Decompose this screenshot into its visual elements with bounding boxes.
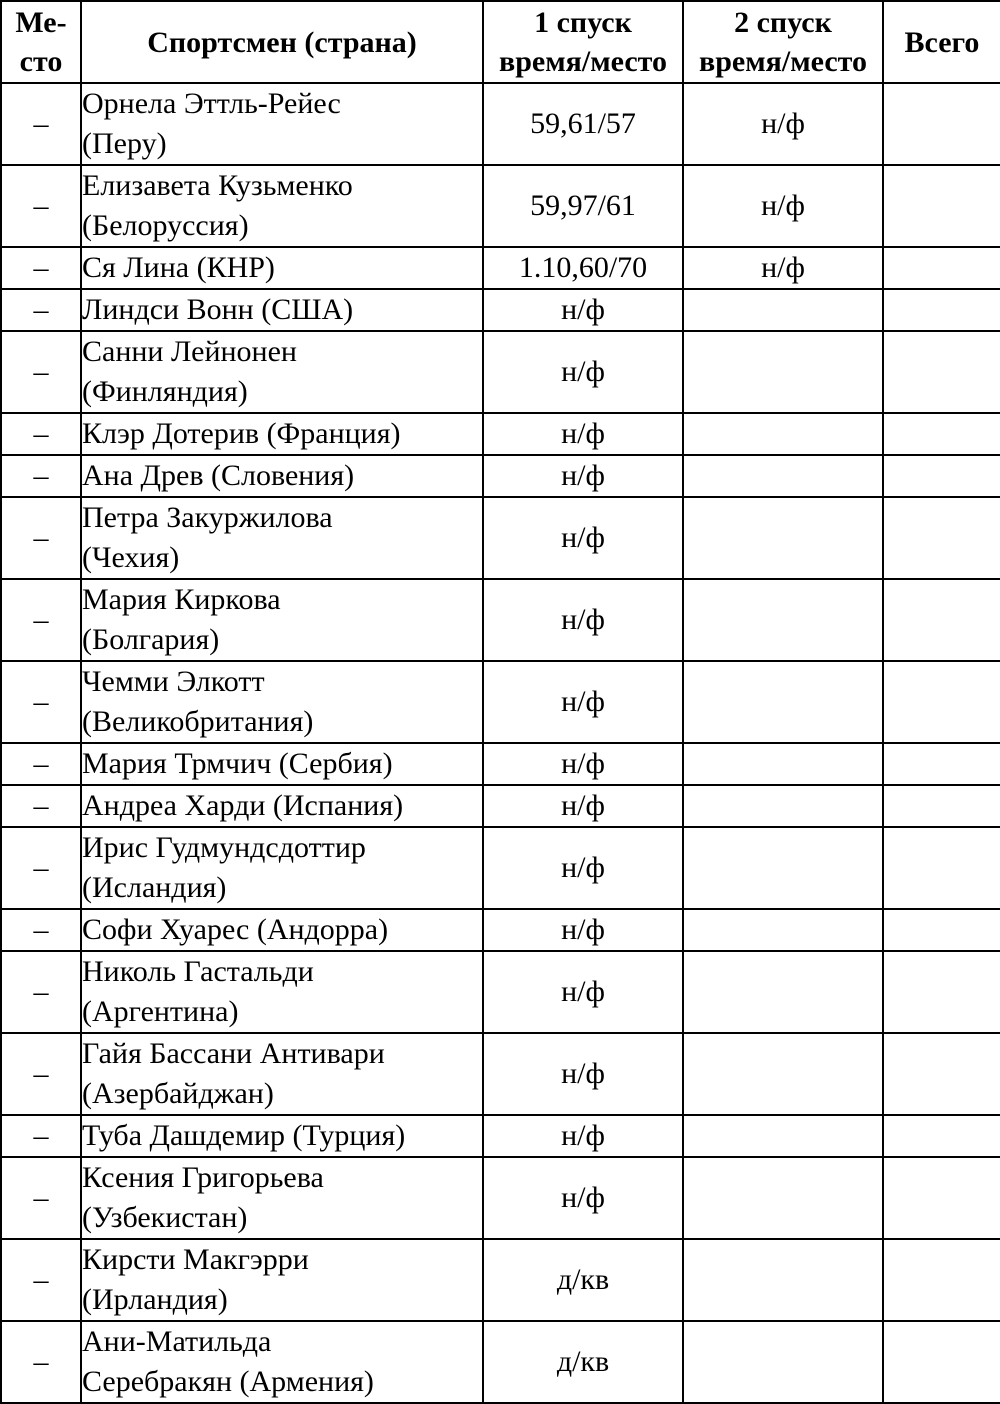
- athlete-name-line: Мария Киркова: [82, 583, 281, 616]
- run1-cell: н/ф: [483, 827, 683, 909]
- total-cell: [883, 661, 1000, 743]
- place-cell: –: [1, 1157, 81, 1239]
- athlete-cell: [81, 1321, 483, 1403]
- total-cell: [883, 331, 1000, 413]
- total-cell: [883, 743, 1000, 785]
- run1-cell: н/ф: [483, 743, 683, 785]
- run2-cell: [683, 289, 883, 331]
- athlete-name-line: Санни Лейнонен: [82, 335, 297, 368]
- run1-cell: 59,61/57: [483, 83, 683, 165]
- table-row: [1, 743, 1000, 785]
- table-row: [1, 1115, 1000, 1157]
- total-cell: [883, 413, 1000, 455]
- table-row: [1, 1321, 1000, 1403]
- athlete-name-line: (Ирландия): [82, 1283, 228, 1316]
- place-cell: –: [1, 743, 81, 785]
- run2-cell: [683, 827, 883, 909]
- athlete-cell: [81, 1239, 483, 1321]
- table-row: [1, 827, 1000, 909]
- table-row: [1, 331, 1000, 413]
- run1-cell: д/кв: [483, 1321, 683, 1403]
- run2-cell: [683, 1157, 883, 1239]
- athlete-name-line: Серебракян (Армения): [82, 1365, 374, 1398]
- run2-cell: [683, 1321, 883, 1403]
- total-cell: [883, 1033, 1000, 1115]
- athlete-cell: [81, 331, 483, 413]
- run1-cell: н/ф: [483, 455, 683, 497]
- total-cell: [883, 1157, 1000, 1239]
- table-row: [1, 83, 1000, 165]
- table-body: [1, 83, 1000, 1403]
- run1-cell: н/ф: [483, 909, 683, 951]
- athlete-cell: [81, 827, 483, 909]
- total-cell: [883, 1115, 1000, 1157]
- run2-cell: н/ф: [683, 83, 883, 165]
- athlete-name-line: (Болгария): [82, 623, 220, 656]
- run2-cell: н/ф: [683, 165, 883, 247]
- athlete-name-line: Петра Закуржилова: [82, 501, 333, 534]
- athlete-name-line: Линдси Вонн (США): [82, 293, 354, 326]
- athlete-name-line: (Финляндия): [82, 375, 248, 408]
- run2-cell: [683, 1115, 883, 1157]
- total-cell: [883, 497, 1000, 579]
- athlete-cell: [81, 909, 483, 951]
- place-cell: –: [1, 497, 81, 579]
- run2-cell: [683, 497, 883, 579]
- table-row: [1, 1157, 1000, 1239]
- total-cell: [883, 579, 1000, 661]
- athlete-name-line: Клэр Дотерив (Франция): [82, 417, 401, 450]
- athlete-name-line: (Исландия): [82, 871, 227, 904]
- athlete-name-line: (Великобритания): [82, 705, 314, 738]
- place-cell: –: [1, 1321, 81, 1403]
- place-cell: –: [1, 413, 81, 455]
- place-cell: –: [1, 165, 81, 247]
- run1-cell: н/ф: [483, 289, 683, 331]
- header-place: Ме- сто: [1, 1, 81, 83]
- place-cell: –: [1, 827, 81, 909]
- athlete-name-line: (Белоруссия): [82, 209, 249, 242]
- athlete-cell: [81, 1157, 483, 1239]
- run2-cell: [683, 1239, 883, 1321]
- table-row: [1, 497, 1000, 579]
- table-row: [1, 455, 1000, 497]
- athlete-cell: [81, 951, 483, 1033]
- athlete-cell: [81, 1115, 483, 1157]
- run2-cell: [683, 413, 883, 455]
- athlete-cell: [81, 83, 483, 165]
- total-cell: [883, 247, 1000, 289]
- table-row: [1, 1033, 1000, 1115]
- run1-cell: н/ф: [483, 1115, 683, 1157]
- athlete-name-line: (Перу): [82, 127, 167, 160]
- athlete-name-line: Чемми Элкотт: [82, 665, 265, 698]
- table-row: [1, 247, 1000, 289]
- table-row: [1, 579, 1000, 661]
- run1-cell: н/ф: [483, 497, 683, 579]
- athlete-name-line: Софи Хуарес (Андорра): [82, 913, 389, 946]
- place-cell: –: [1, 1239, 81, 1321]
- run2-cell: [683, 743, 883, 785]
- place-cell: –: [1, 83, 81, 165]
- total-cell: [883, 165, 1000, 247]
- place-cell: –: [1, 661, 81, 743]
- athlete-name-line: Ана Древ (Словения): [82, 459, 355, 492]
- table-row: [1, 1239, 1000, 1321]
- total-cell: [883, 83, 1000, 165]
- table-row: [1, 661, 1000, 743]
- athlete-name-line: (Азербайджан): [82, 1077, 274, 1110]
- run2-cell: [683, 331, 883, 413]
- athlete-cell: [81, 289, 483, 331]
- athlete-name-line: (Узбекистан): [82, 1201, 248, 1234]
- athlete-cell: [81, 497, 483, 579]
- total-cell: [883, 827, 1000, 909]
- table-row: [1, 951, 1000, 1033]
- place-cell: –: [1, 951, 81, 1033]
- athlete-cell: [81, 455, 483, 497]
- place-cell: –: [1, 455, 81, 497]
- athlete-name-line: Туба Дашдемир (Турция): [82, 1119, 406, 1152]
- place-cell: –: [1, 579, 81, 661]
- header-run2: 2 спуск время/место: [683, 1, 883, 83]
- athlete-name-line: Николь Гастальди: [82, 955, 314, 988]
- athlete-cell: [81, 743, 483, 785]
- athlete-cell: [81, 785, 483, 827]
- athlete-name-line: (Чехия): [82, 541, 180, 574]
- total-cell: [883, 1321, 1000, 1403]
- athlete-name-line: Андреа Харди (Испания): [82, 789, 404, 822]
- run2-cell: [683, 951, 883, 1033]
- table-row: [1, 289, 1000, 331]
- athlete-name-line: Орнела Эттль-Рейес: [82, 87, 341, 120]
- run2-cell: н/ф: [683, 247, 883, 289]
- place-cell: –: [1, 1033, 81, 1115]
- athlete-cell: [81, 661, 483, 743]
- athlete-name-line: Мария Трмчич (Сербия): [82, 747, 393, 780]
- total-cell: [883, 785, 1000, 827]
- run2-cell: [683, 455, 883, 497]
- athlete-name-line: Гайя Бассани Антивари: [82, 1037, 385, 1070]
- run1-cell: д/кв: [483, 1239, 683, 1321]
- header-athlete: Спортсмен (страна): [81, 1, 483, 83]
- run1-cell: н/ф: [483, 331, 683, 413]
- place-cell: –: [1, 785, 81, 827]
- athlete-cell: [81, 165, 483, 247]
- header-run1: 1 спуск время/место: [483, 1, 683, 83]
- total-cell: [883, 951, 1000, 1033]
- athlete-name-line: Ксения Григорьева: [82, 1161, 324, 1194]
- table-row: [1, 165, 1000, 247]
- run1-cell: н/ф: [483, 951, 683, 1033]
- place-cell: –: [1, 247, 81, 289]
- place-cell: –: [1, 331, 81, 413]
- run2-cell: [683, 579, 883, 661]
- header-total: Всего: [883, 1, 1000, 83]
- place-cell: –: [1, 1115, 81, 1157]
- athlete-name-line: Кирсти Макгэрри: [82, 1243, 309, 1276]
- place-cell: –: [1, 289, 81, 331]
- place-cell: –: [1, 909, 81, 951]
- total-cell: [883, 909, 1000, 951]
- run1-cell: н/ф: [483, 1033, 683, 1115]
- athlete-name-line: Ся Лина (КНР): [82, 251, 275, 284]
- athlete-name-line: Елизавета Кузьменко: [82, 169, 353, 202]
- table-row: [1, 785, 1000, 827]
- total-cell: [883, 455, 1000, 497]
- total-cell: [883, 289, 1000, 331]
- run1-cell: 59,97/61: [483, 165, 683, 247]
- run2-cell: [683, 909, 883, 951]
- athlete-cell: [81, 247, 483, 289]
- athlete-name-line: Ирис Гудмундсдоттир: [82, 831, 366, 864]
- run1-cell: н/ф: [483, 1157, 683, 1239]
- run2-cell: [683, 785, 883, 827]
- total-cell: [883, 1239, 1000, 1321]
- athlete-name-line: (Аргентина): [82, 995, 239, 1028]
- table-row: [1, 909, 1000, 951]
- athlete-cell: [81, 413, 483, 455]
- athlete-cell: [81, 579, 483, 661]
- run1-cell: н/ф: [483, 579, 683, 661]
- header-row: [1, 1, 1000, 83]
- athlete-cell: [81, 1033, 483, 1115]
- run1-cell: н/ф: [483, 785, 683, 827]
- run2-cell: [683, 1033, 883, 1115]
- run1-cell: н/ф: [483, 661, 683, 743]
- run1-cell: н/ф: [483, 413, 683, 455]
- table-row: [1, 413, 1000, 455]
- athlete-name-line: Ани-Матильда: [82, 1325, 272, 1358]
- run2-cell: [683, 661, 883, 743]
- run1-cell: 1.10,60/70: [483, 247, 683, 289]
